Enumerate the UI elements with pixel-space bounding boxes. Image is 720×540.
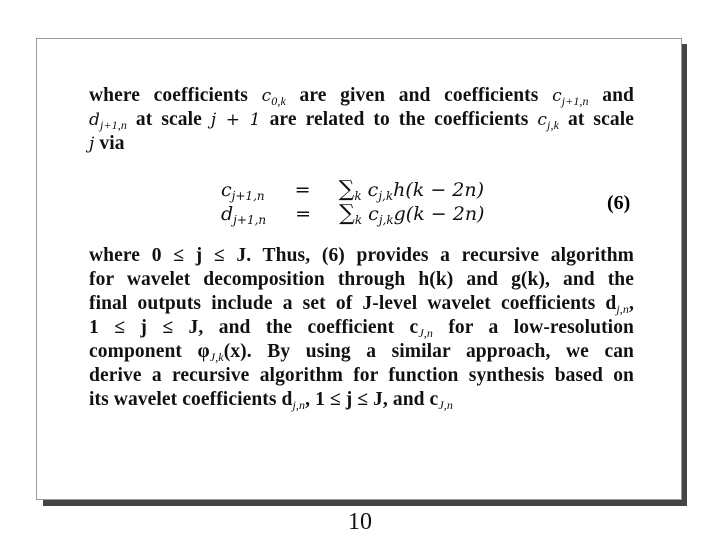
paragraph-2-line-1: where 0 ≤ j ≤ J. Thus, (6) provides a recursive algorithm bbox=[89, 245, 634, 266]
page-number: 10 bbox=[348, 509, 372, 535]
equation-row-2: $d_{j+1,n} = \sum_k$ $c_{j,k}g(k - 2n)$ bbox=[221, 201, 485, 227]
paragraph-1-line-3: j via bbox=[89, 133, 125, 154]
paragraph-2-line-3: final outputs include a set of J-level wavelet coefficients $d_{j,n}$, bbox=[89, 293, 634, 316]
paragraph-2-line-7: its wavelet coefficients $d_{j,n}$, 1 ≤ j ≤ J, and $c_{J,n}$ bbox=[89, 389, 453, 412]
equation-number: (6) bbox=[607, 192, 631, 214]
page-frame bbox=[36, 38, 682, 500]
paragraph-2-line-5: component $\varphi_{J,k}(x)$. By using a similar approach, we can bbox=[89, 341, 634, 364]
equation-row-1: $c_{j+1,n} = \sum_k$ $c_{j,k}h(k - 2n)$ bbox=[221, 177, 485, 203]
paragraph-2-line-2: for wavelet decomposition through h(k) and g(k), and the bbox=[89, 269, 634, 290]
paragraph-2-line-4: 1 ≤ j ≤ J, and the coefficient $c_{J,n}$ for a low-resolution bbox=[89, 317, 634, 340]
paragraph-1-line-1: where coefficients $c_{0,k}$ are given and coefficients $c_{j+1,n}$ and bbox=[89, 85, 634, 108]
paragraph-2-line-6: derive a recursive algorithm for function synthesis based on bbox=[89, 365, 634, 386]
paragraph-1-line-2: $d_{j+1,n}$ at scale j + 1 are related to the coefficients $c_{j,k}$ at scale bbox=[89, 109, 634, 132]
